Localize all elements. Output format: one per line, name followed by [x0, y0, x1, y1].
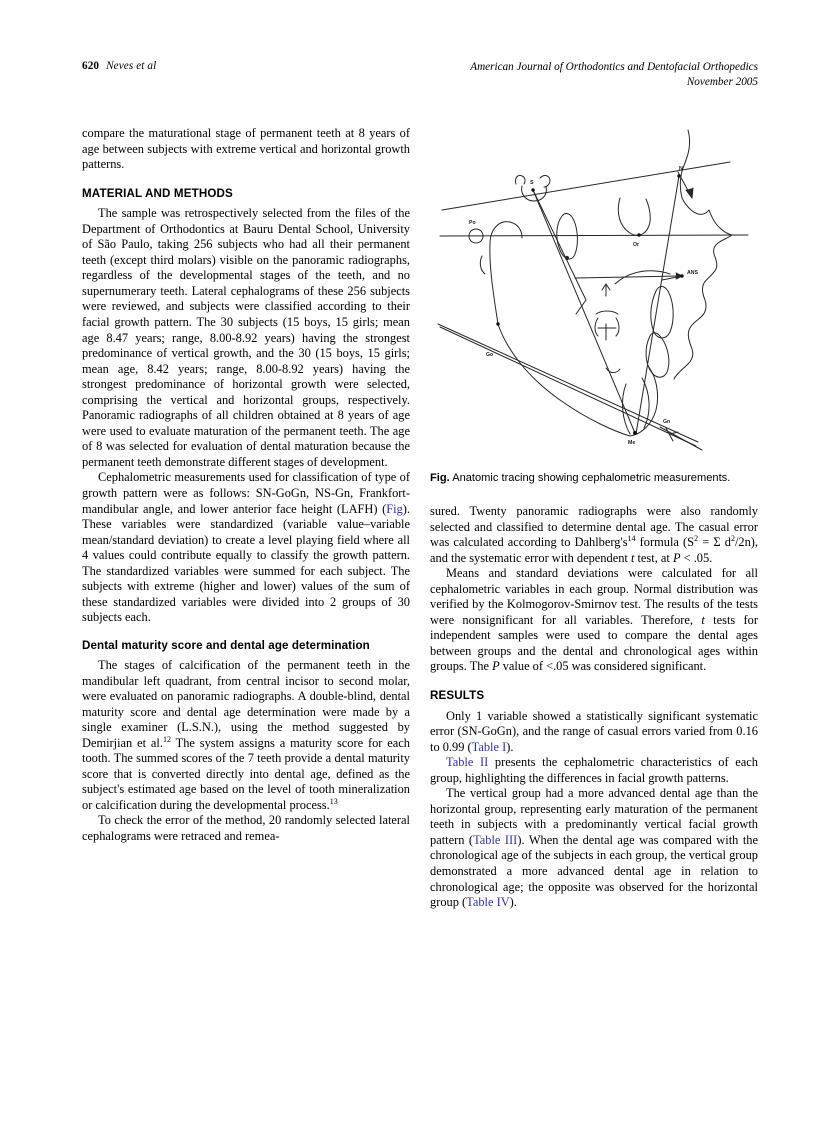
- paragraph-results-1: [430, 709, 758, 756]
- xref-table-ii[interactable]: Table II: [446, 755, 489, 770]
- par-res3-text-a: The vertical group had a more advanced dental age than the horizontal group, representing early maturation of the permanent teeth in subjects with a predominantly vertical facial growth pattern (: [430, 786, 758, 847]
- landmark-label-orbitale: Or: [633, 242, 640, 248]
- figure-caption: [430, 472, 758, 486]
- xref-table-iv[interactable]: Table IV: [466, 895, 510, 910]
- paragraph-results-2: [430, 755, 758, 786]
- anatomic-tracing-illustration: [430, 128, 758, 460]
- reference-marker-12[interactable]: 12: [162, 734, 171, 744]
- italic-t-test: t: [630, 550, 635, 565]
- paragraph-continued: compare the maturational stage of permanent teeth at 8 years of age between subjects with extreme vertical and horizontal growth patterns.: [82, 126, 410, 172]
- heading-dental-maturity-score: Dental maturity score and dental age determination: [82, 638, 370, 652]
- running-head-authors: Neves et al: [106, 60, 157, 72]
- formula-exponent-2: 2: [730, 533, 735, 543]
- figure-caption-text: Anatomic tracing showing cephalometric measurements.: [449, 472, 731, 484]
- paragraph-sample: The sample was retrospectively selected from the files of the Department of Orthodontics at Bauru Dental School, University of São Paulo, taking 256 subjects who had all their permanent teeth (except third molars) visible on the panoramic radiographs, regardless of the developmental stages of the teeth, and no supernumerary teeth. Lateral cephalograms of these 256 subjects were reviewed, and subjects were classified according to their facial growth pattern. The 30 subjects (15 boys, 15 girls; mean age 8.47 years; range, 8.00-8.92 years) having the strongest predominance of vertical growth, and the 30 (15 boys, 15 girls; mean age, 8.42 years; range, 8.00-8.92 years) having the strongest predominance of horizontal growth were selected, comprising the vertical and horizontal groups, respectively. Panoramic radiographs of all children obtained at 8 years of age were used to evaluate maturation of the permanent teeth. The age of 8 was selected for evaluation of dental maturation because the permanent teeth demonstrate different stages of development.: [82, 206, 410, 469]
- figure-caption-label: Fig.: [430, 472, 450, 484]
- journal-title: American Journal of Orthodontics and Dentofacial Orthopedics: [470, 61, 758, 73]
- xref-table-i[interactable]: Table I: [471, 739, 507, 754]
- formula-exponent-1: 2: [694, 533, 699, 543]
- par-res3-text-b: ). When the dental age was compared with the chronological age of the subjects in each group, the vertical group demonstrated a more advanced dental age in relation to chronological age; the opposite was observed for the horizontal group (: [430, 832, 758, 910]
- running-head-right: [470, 60, 758, 89]
- running-head-left: [82, 60, 156, 72]
- landmark-label-ans: ANS: [687, 270, 698, 276]
- landmark-label-menton: Me: [628, 440, 636, 446]
- par-res1-text-a: Only 1 variable showed a statistically significant systematic error (SN-GoGn), and the range of casual errors varied from 0.16 to 0.99 (: [430, 708, 758, 754]
- par-err-text-b1: formula (S: [635, 535, 695, 550]
- par-res3-text-c: ).: [509, 895, 517, 910]
- paragraph-results-3: [430, 786, 758, 910]
- landmark-label-nasion: N: [679, 166, 683, 172]
- par-res2-text-a: presents the cephalometric characteristics of each group, highlighting the differences in facial growth patterns.: [430, 755, 758, 785]
- reference-marker-13[interactable]: 13: [329, 796, 338, 806]
- par-err-text-b5: < .05.: [680, 550, 713, 565]
- landmark-label-gonion: Go: [486, 352, 494, 358]
- italic-t-tests: t: [701, 612, 705, 627]
- paragraph-method-error-start: To check the error of the method, 20 randomly selected lateral cephalograms were retraced and remea-: [82, 813, 410, 843]
- par-stat-text-c: value of <.05 was considered significant.: [499, 659, 707, 674]
- paragraph-cephalometric-measurements: [82, 470, 410, 625]
- left-column: [82, 126, 410, 845]
- issue-date: November 2005: [686, 75, 758, 88]
- par-stat-text-b: tests for independent samples were used to compare the dental ages between groups and the dental and chronological ages within groups. The: [430, 612, 759, 674]
- italic-p-value: P: [672, 550, 681, 565]
- xref-table-iii[interactable]: Table III: [473, 832, 518, 847]
- par-err-text-b2: = Σ d: [698, 535, 731, 550]
- italic-p-value-2: P: [492, 659, 500, 674]
- xref-figure-link[interactable]: Fig: [386, 501, 403, 516]
- par-ceph-text-b: ). These variables were standardized (variable value–variable mean/standard deviation) to create a level playing field where all 4 values could contribute equally to classify the growth pattern. The standardized variables were summed for each subject. The subjects with extreme (higher and lower) values of the sum of these standardized variables were divided into 2 groups of 30 subjects each.: [82, 501, 410, 625]
- par-ceph-text-a: Cephalometric measurements used for classification of type of growth pattern were as follows: SN-GoGn, NS-Gn, Frankfort-mandibular angle, and lower anterior face height (LAFH) (: [82, 470, 410, 516]
- landmark-label-sella: S: [530, 180, 534, 186]
- figure-block: [430, 128, 758, 486]
- par-err-text-b4: test, at: [634, 550, 673, 565]
- par-err-text-a: sured. Twenty panoramic radiographs were also randomly selected and classified to determine dental age. The casual error was calculated according to Dahlberg's: [430, 504, 758, 550]
- heading-material-and-methods: MATERIAL AND METHODS: [82, 186, 233, 200]
- paragraph-method-error-end: [430, 504, 758, 566]
- par-dms-text-a: The stages of calcification of the permanent teeth in the mandibular left quadrant, from central incisor to second molar, were evaluated on panoramic radiographs. A double-blind, dental maturity score and dental age determination were made by a single examiner (L.S.N.), using the method suggested by Demirjian et al.: [82, 657, 410, 750]
- par-res1-text-b: ).: [506, 739, 514, 754]
- paragraph-statistics: [430, 566, 758, 675]
- reference-marker-14[interactable]: 14: [627, 533, 636, 543]
- running-head: [82, 60, 758, 100]
- page-number: 620: [82, 60, 100, 72]
- par-stat-text-a: Means and standard deviations were calculated for all cephalometric variables in each group. Normal distribution was verified by the Kolmogorov-Smirnov test. The results of the tests were nonsignificant for all variables. Therefore,: [430, 566, 758, 627]
- par-dms-text-b: The system assigns a maturity score for each tooth. The summed scores of the 7 teeth provide a dental maturity score that is converted directly into dental age, defined as the subject's estimated age based on the level of tooth mineralization or calcification during the developmental process.: [82, 735, 410, 812]
- heading-results: RESULTS: [430, 689, 485, 703]
- landmark-label-porion: Po: [469, 220, 476, 226]
- par-err-text-b3: /2n), and the systematic error with dependent: [430, 535, 758, 565]
- paragraph-dental-maturity-score: [82, 658, 410, 813]
- landmark-label-gnathion: Gn: [663, 419, 671, 425]
- right-column: [430, 504, 758, 911]
